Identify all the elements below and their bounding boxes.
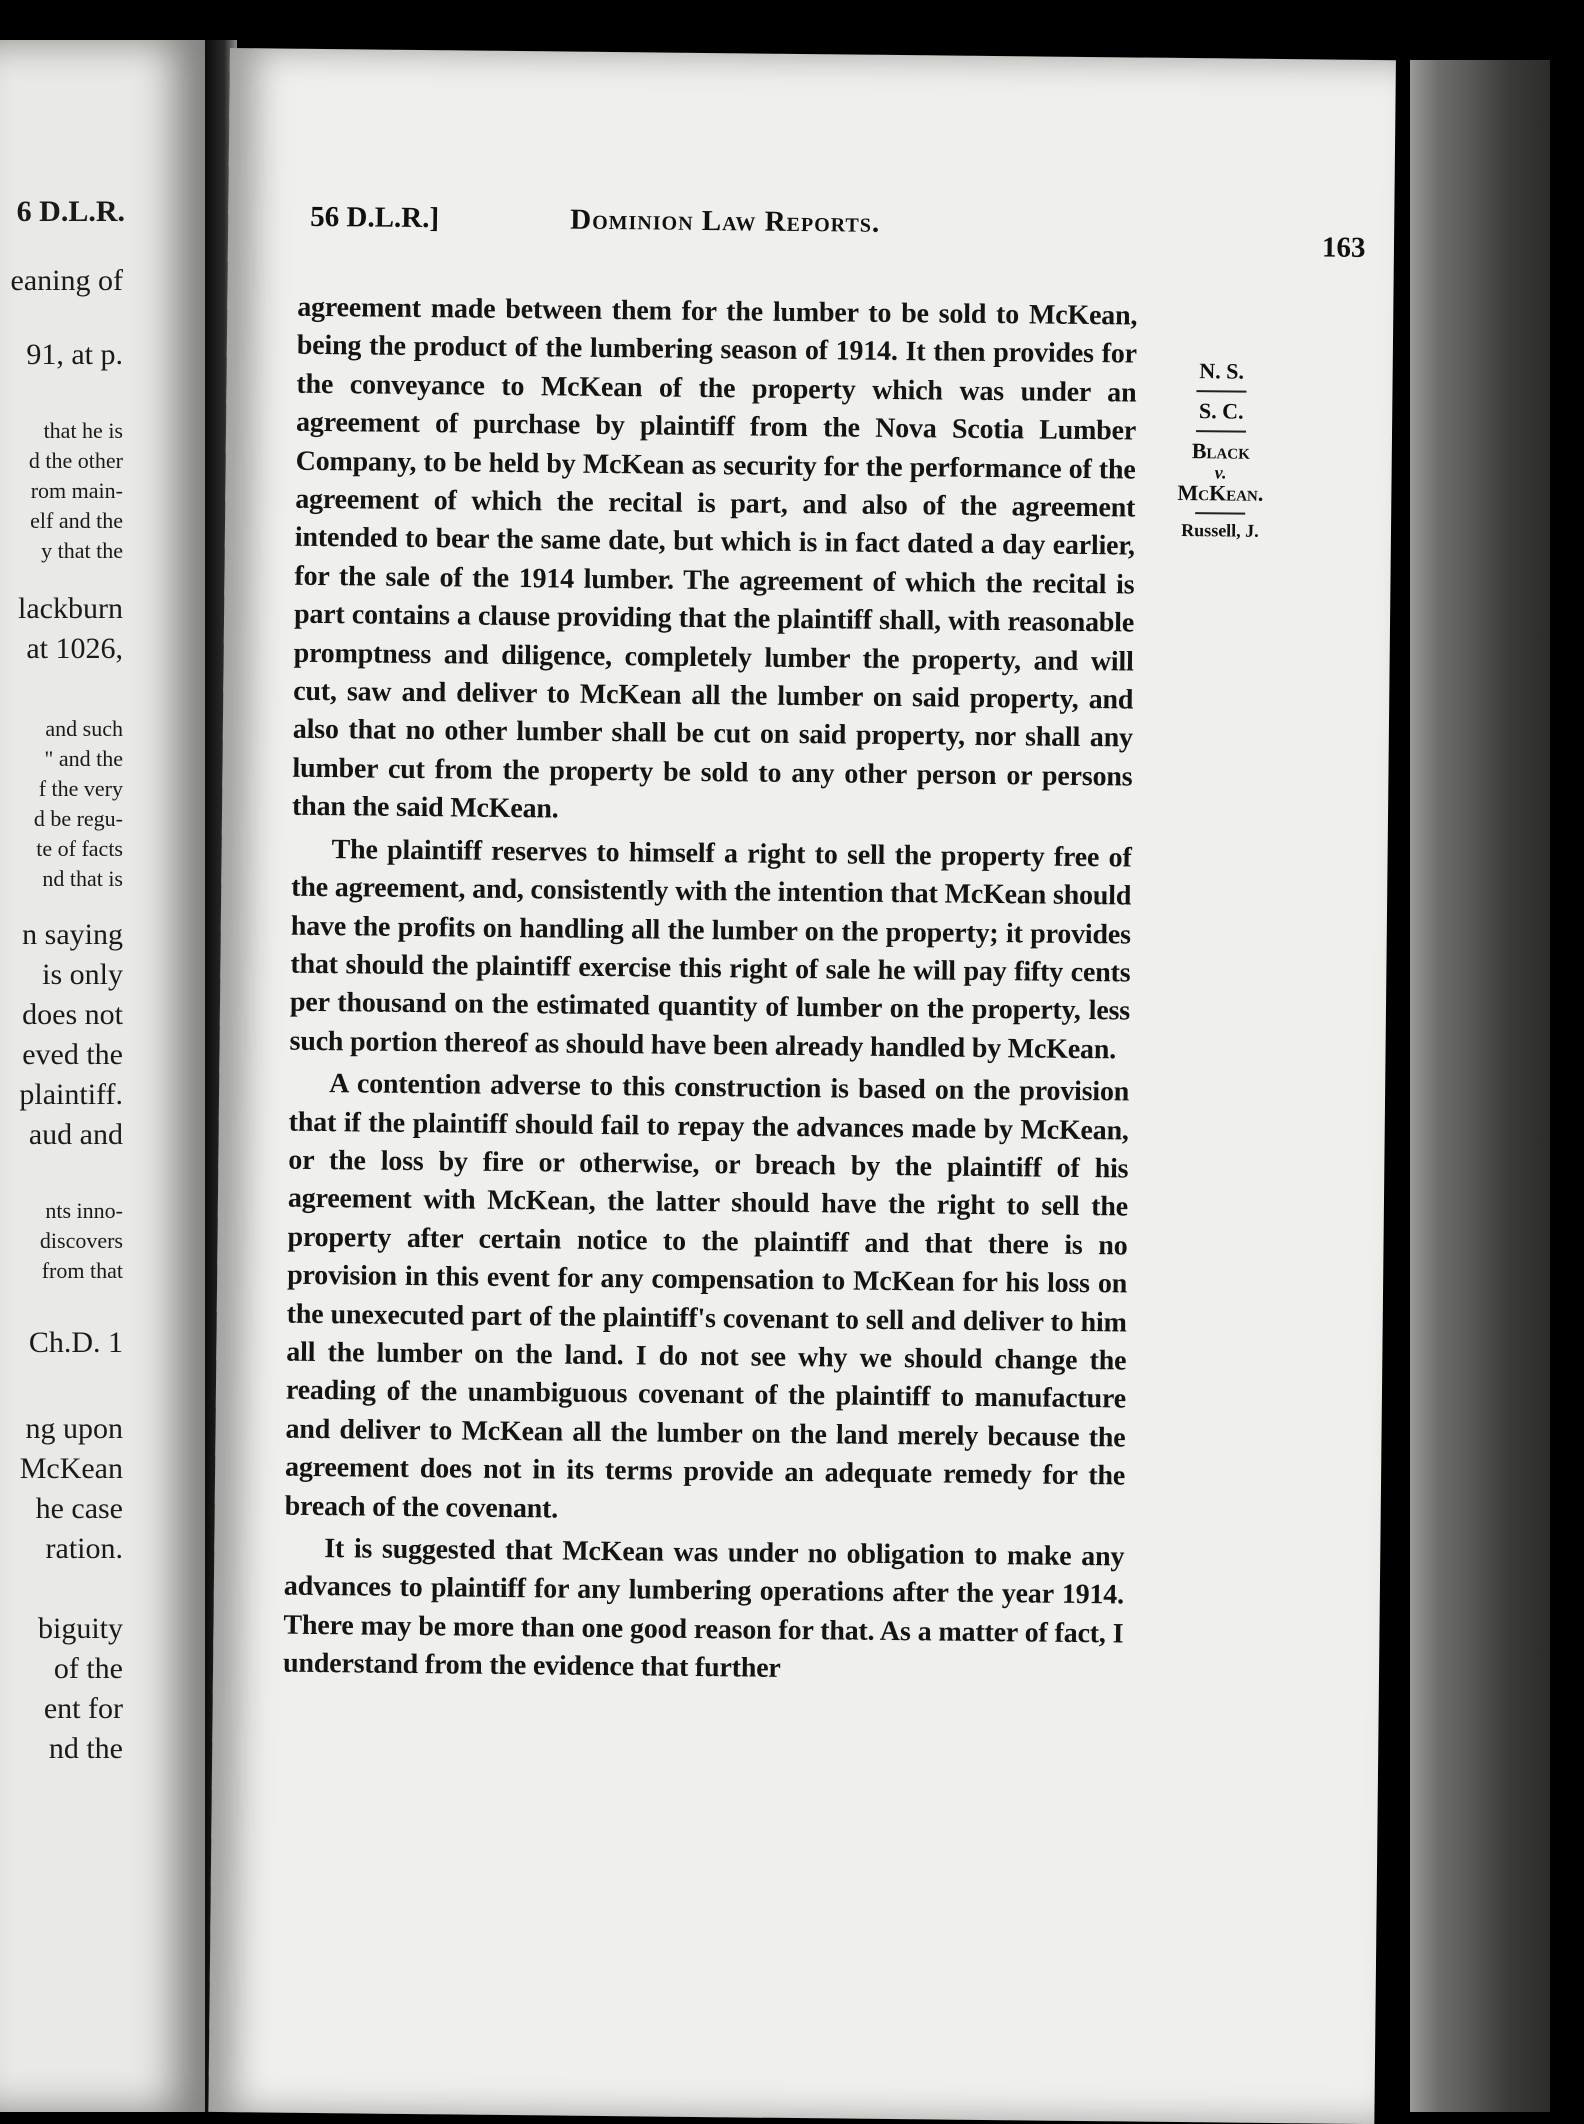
- party-plaintiff: Black: [1191, 438, 1250, 464]
- left-page-line: n saying: [22, 918, 123, 951]
- paragraph: It is suggested that McKean was under no obligation to make any advances to plaintiff for any lumbering operations after the year 1914. There may be more than one good reason for that. As a matter of fact, I understand from the evidence that further: [282, 1533, 1125, 1685]
- left-page-line: 91, at p.: [26, 338, 123, 371]
- left-page-line: eved the: [22, 1038, 123, 1071]
- publication-title: Dominion Law Reports.: [570, 203, 881, 239]
- left-page-line: d the other: [28, 448, 123, 473]
- left-page-line: te of facts: [36, 836, 123, 861]
- right-page: [208, 48, 1396, 2124]
- left-page-line: nd the: [48, 1732, 123, 1765]
- left-page-line: and such: [45, 716, 123, 741]
- left-page-running-head: 6 D.L.R.: [16, 195, 125, 228]
- province-label: N. S.: [1199, 358, 1245, 384]
- left-page-line: y that the: [41, 538, 123, 563]
- paragraph: The plaintiff reserves to himself a right to sell the property free of the agreement, and, consistently with the intention that McKean should have the profits on handling all the lumber on the property; it provides that should the plaintiff exercise this right of sale he will pay fifty cents per thousand on the estimated quantity of lumber on the property, less such portion thereof as should have been already handled by McKean.: [289, 833, 1132, 1066]
- left-page-line: f the very: [38, 776, 123, 801]
- left-page-line: aud and: [28, 1118, 123, 1151]
- left-page-line: elf and the: [30, 508, 123, 533]
- left-page-line: biguity: [37, 1612, 123, 1645]
- left-page-line: he case: [35, 1492, 123, 1525]
- left-page-line: rom main-: [30, 478, 123, 503]
- left-page-line: ng upon: [25, 1412, 123, 1445]
- left-page-line: of the: [53, 1652, 123, 1685]
- court-label: S. C.: [1198, 398, 1244, 424]
- left-page-line: discovers: [39, 1228, 123, 1253]
- versus-label: v.: [1214, 462, 1227, 483]
- left-page-line: eaning of: [10, 264, 123, 297]
- left-page-line: ent for: [43, 1692, 123, 1725]
- left-page-line: McKean: [19, 1452, 123, 1485]
- left-page-line: does not: [22, 998, 123, 1031]
- divider: [1196, 430, 1246, 433]
- left-page-line: nd that is: [42, 866, 123, 891]
- left-page-line: nts inno-: [45, 1198, 123, 1223]
- volume-reference: 56 D.L.R.]: [310, 200, 440, 235]
- left-page-line: Ch.D. 1: [28, 1326, 123, 1359]
- divider: [1195, 512, 1245, 515]
- page-number: 163: [1321, 231, 1366, 264]
- left-page-line: is only: [42, 958, 123, 991]
- running-header: [310, 200, 1366, 264]
- page-edge-stack: [1410, 60, 1550, 2112]
- left-facing-page: [0, 40, 205, 2112]
- left-page-line: " and the: [44, 746, 123, 771]
- paragraph: agreement made between them for the lumber to be sold to McKean, being the product of the lumbering season of 1914. It then provides for the conveyance to McKean of the property which was under an agreement of purchase by plaintiff from the Nova Scotia Lumber Company, to be held by McKean as security for the performance of the agreement of which the recital is part, and also of the agreement intended to bear the same date, but which is in fact dated a day earlier, for the sale of the 1914 lumber. The agreement of which the recital is part contains a clause providing that the plaintiff shall, with reasonable promptness and diligence, completely lumber the property, and will cut, saw and deliver to McKean all the lumber on said property, and also that no other lumber shall be cut on said property, nor shall any lumber cut from the property be sold to any other person or persons than the said McKean.: [291, 291, 1138, 825]
- divider: [1196, 390, 1246, 393]
- left-page-line: ration.: [45, 1532, 123, 1565]
- judge-name: Russell, J.: [1181, 519, 1259, 541]
- left-page-line: d be regu-: [33, 806, 123, 831]
- left-page-line: that he is: [43, 418, 123, 443]
- judgment-body: [283, 289, 1138, 1692]
- left-page-line: at 1026,: [26, 632, 123, 665]
- left-page-line: lackburn: [18, 592, 123, 625]
- paragraph: A contention adverse to this construction is based on the provision that if the plaintiff should fail to repay the advances made by McKean, or the loss by fire or otherwise, or breach by the plaintiff of his agreement with McKean, the latter should have the right to sell the property after certain notice to the plaintiff and that there is no provision in this event for any compensation to McKean for his loss on the unexecuted part of the plaintiff's covenant to sell and deliver to him all the lumber on the land. I do not see why we should change the reading of the unambiguous covenant of the plaintiff to manufacture and deliver to McKean all the lumber on the land merely because the agreement does not in its terms provide an adequate remedy for the breach of the covenant.: [284, 1068, 1130, 1525]
- case-sidenote: [1155, 358, 1287, 542]
- left-page-line: from that: [41, 1258, 123, 1283]
- party-defendant: McKean.: [1177, 479, 1264, 506]
- left-page-line: plaintiff.: [19, 1078, 123, 1111]
